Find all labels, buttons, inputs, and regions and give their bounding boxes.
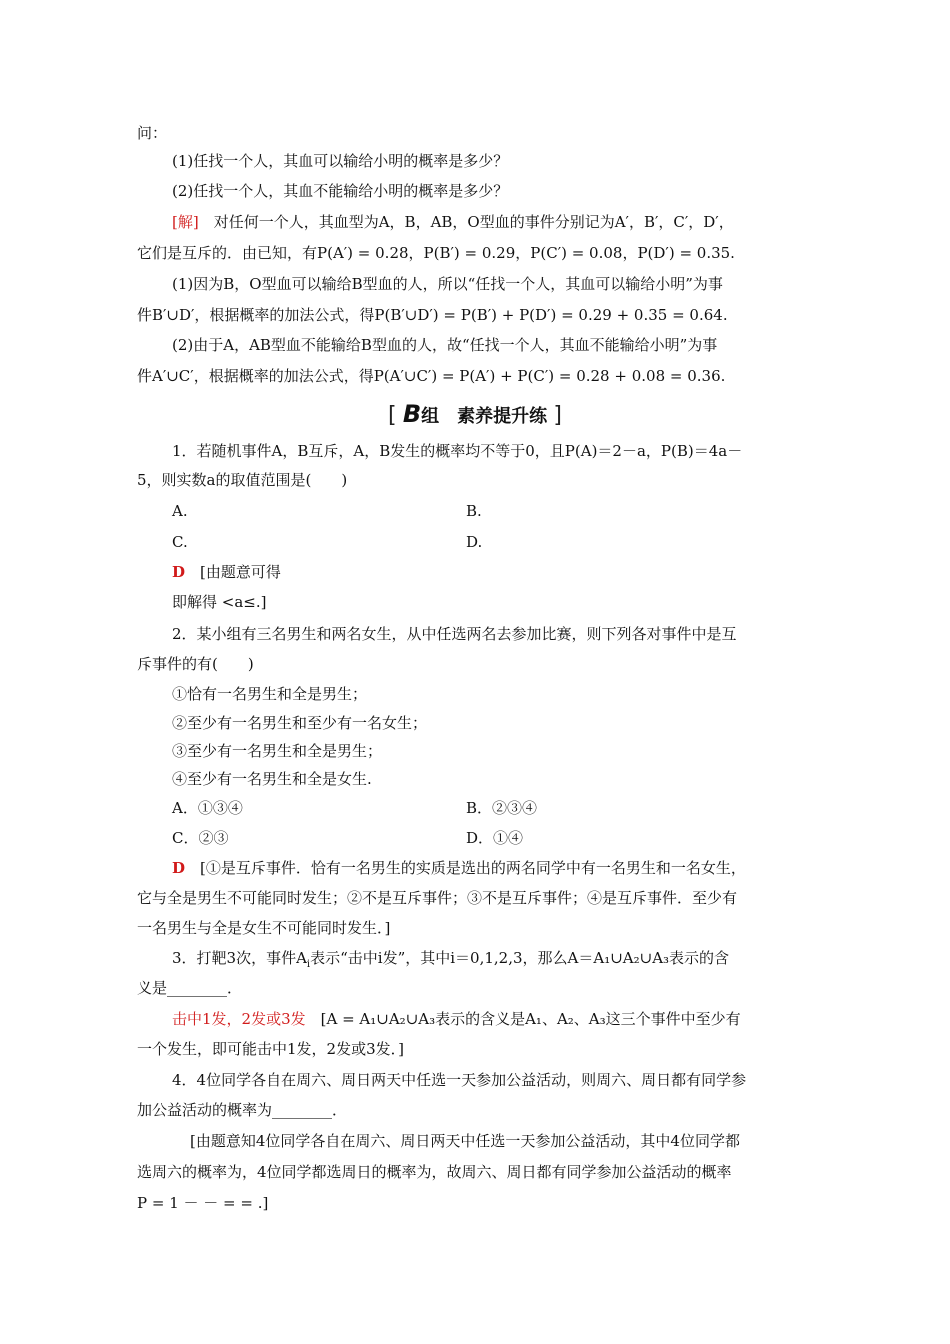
- question-4-cont: 加公益活动的概率为________．: [137, 1101, 348, 1119]
- solution-line: (1)因为B，O型血可以输给B型血的人，所以“任找一个人，其血可以输给小明”为事: [172, 275, 723, 293]
- bracket-close: ]: [553, 403, 563, 428]
- answer-explanation: 选周六的概率为，4位同学都选周日的概率为，故周六、周日都有同学参加公益活动的概率: [137, 1163, 732, 1181]
- answer-line: [172, 561, 281, 583]
- answer-explanation: P = 1 － － = = .]: [137, 1194, 269, 1212]
- question-2: 2．某小组有三名男生和两名女生，从中任选两名去参加比赛，则下列各对事件中是互: [172, 625, 737, 643]
- answer-letter: D: [172, 563, 186, 581]
- answer-explanation: 它与全是男生不可能同时发生；②不是互斥事件；③不是互斥事件；④是互斥事件．至少有: [137, 889, 738, 907]
- solution-line: 件B′∪D′，根据概率的加法公式，得P(B′∪D′) = P(B′) + P(D′) = 0.29 + 0.35 = 0.64.: [137, 306, 728, 324]
- question-part-2: (2)任找一个人，其血不能输给小明的概率是多少？: [172, 182, 509, 200]
- bracket-open: [: [387, 403, 397, 428]
- solution-text: 对任何一个人，其血型为A，B，AB，O型血的事件分别记为A′，B′，C′，D′，: [198, 213, 734, 231]
- answer-explanation: [由题意知4位同学各自在周六、周日两天中任选一天参加公益活动，其中4位同学都: [190, 1132, 740, 1150]
- answer-explanation: [①是互斥事件．恰有一名男生的实质是选出的两名同学中有一名男生和一名女生，: [185, 859, 746, 877]
- answer-explanation: 一个发生，即可能击中1发，2发或3发．]: [137, 1040, 404, 1058]
- section-title: 组 素养提升练: [421, 406, 548, 427]
- solution-line: (2)由于A，AB型血不能输给B型血的人，故“任找一个人，其血不能输给小明”为事: [172, 336, 718, 354]
- section-header: [0, 400, 950, 428]
- question-3-text: 表示“击中i发”，其中i＝0,1,2,3，那么A＝A₁∪A₂∪A₃表示的含: [310, 949, 730, 967]
- question-4: 4．4位同学各自在周六、周日两天中任选一天参加公益活动，则周六、周日都有同学参: [172, 1071, 747, 1089]
- solution-line: [172, 211, 734, 233]
- section-letter: B: [402, 400, 422, 428]
- question-part-1: (1)任找一个人，其血可以输给小明的概率是多少？: [172, 152, 509, 170]
- text-line: 问：: [137, 124, 168, 142]
- option-row: [172, 500, 482, 522]
- list-item: ②至少有一名男生和至少有一名女生；: [172, 714, 428, 732]
- list-item: ③至少有一名男生和全是男生；: [172, 742, 383, 760]
- option-a: A.: [172, 502, 188, 520]
- answer-explanation: [A = A₁∪A₂∪A₃表示的含义是A₁、A₂、A₃这三个事件中至少有: [305, 1010, 741, 1028]
- question-1: 1．若随机事件A，B互斥，A，B发生的概率均不等于0，且P(A)＝2－a，P(B)＝4a－: [172, 442, 743, 460]
- option-b: B.: [466, 502, 482, 520]
- answer-line: [172, 1008, 741, 1030]
- solution-line: 它们是互斥的．由已知，有P(A′) = 0.28，P(B′) = 0.29，P(C′) = 0.08，P(D′) = 0.35.: [137, 244, 735, 262]
- question-2-cont: 斥事件的有( ): [137, 655, 254, 673]
- subscript: i: [306, 959, 311, 970]
- answer-line: [172, 857, 746, 879]
- option-a: A．①③④: [172, 799, 243, 817]
- option-c: C.: [172, 533, 188, 551]
- answer-text: 击中1发，2发或3发: [172, 1010, 306, 1028]
- option-row: [172, 827, 524, 849]
- option-row: [172, 531, 483, 553]
- answer-explanation: 一名男生与全是女生不可能同时发生．]: [137, 919, 391, 937]
- question-3: [172, 947, 729, 976]
- question-3-text: 3．打靶3次，事件A: [172, 949, 307, 967]
- solution-line: 件A′∪C′，根据概率的加法公式，得P(A′∪C′) = P(A′) + P(C′) = 0.28 + 0.08 = 0.36.: [137, 367, 726, 385]
- list-item: ①恰有一名男生和全是男生；: [172, 685, 368, 703]
- solution-tag: [解]: [172, 213, 199, 231]
- answer-explanation: 即解得 <a≤.]: [172, 593, 267, 611]
- question-3-cont: 义是________．: [137, 979, 243, 997]
- option-b: B．②③④: [466, 799, 538, 817]
- list-item: ④至少有一名男生和全是女生.: [172, 770, 372, 788]
- answer-letter: D: [172, 859, 186, 877]
- option-d: D．①④: [466, 829, 524, 847]
- option-d: D.: [466, 533, 483, 551]
- answer-explanation: [由题意可得: [185, 563, 281, 581]
- option-row: [172, 797, 538, 819]
- question-1-cont: 5，则实数a的取值范围是( ): [137, 471, 348, 489]
- option-c: C．②③: [172, 829, 229, 847]
